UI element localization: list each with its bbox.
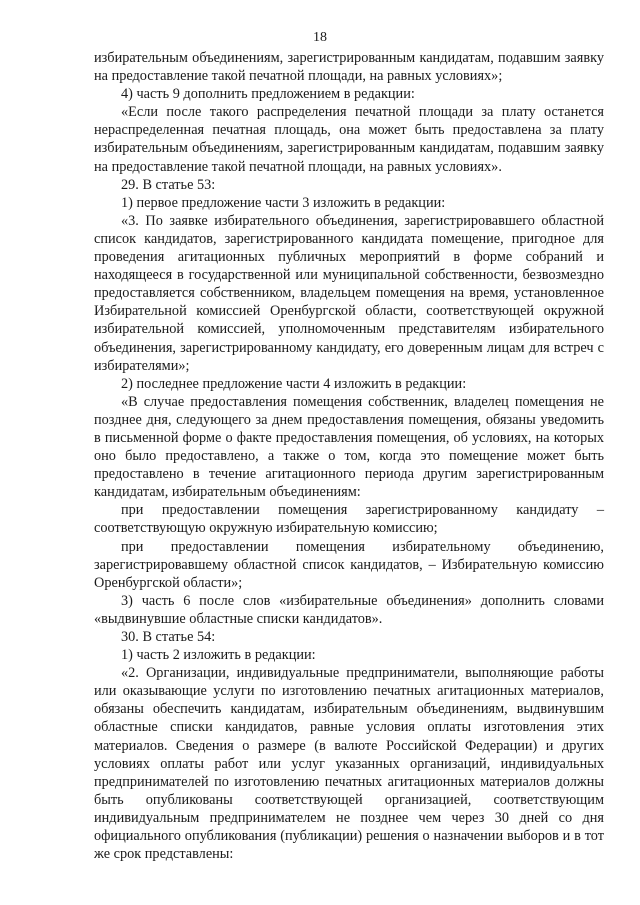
paragraph: 29. В статье 53: bbox=[121, 176, 216, 193]
paragraph: 2) последнее предложение части 4 изложить в редакции: bbox=[121, 375, 467, 392]
paragraph: 1) часть 2 изложить в редакции: bbox=[121, 647, 316, 664]
paragraph: «Если после такого распределения печатной площади за плату останется нераспределенная печатная площадь, она может быть предоставлена за плату избирательным объединениям, зарегистрированным кандидатам, подавшим заявку на предоставление такой печатной площади, на равных условиях». bbox=[94, 104, 604, 175]
paragraph: при предоставлении помещения избирательному объединению, зарегистрировавшему областной список кандидатов, – Избирательную комиссию Оренбургской области»; bbox=[94, 538, 604, 591]
paragraph: «2. Организации, индивидуальные предприниматели, выполняющие работы или оказывающие услуги по изготовлению печатных агитационных материалов, обязаны обеспечить кандидатам, избирательным объединениям, выдвинувшим областные списки кандидатов, равные условия оплаты изготовления этих материалов. Сведения о размере (в валюте Российской Федерации) и других условиях оплаты работ или услуг указанных организаций, индивидуальных предпринимателей по изготовлению печатных агитационных материалов должны быть опубликованы соответствующей организацией, соответствующим индивидуальным предпринимателем не позднее чем через 30 дней со дня официального опубликования (публикации) решения о назначении выборов и в тот же срок представлены: bbox=[94, 665, 604, 863]
document-body bbox=[94, 49, 604, 863]
paragraph: 3) часть 6 после слов «избирательные объединения» дополнить словами «выдвинувшие областные списки кандидатов». bbox=[94, 592, 604, 627]
paragraph: 30. В статье 54: bbox=[121, 629, 216, 645]
paragraph: «3. По заявке избирательного объединения, зарегистрировавшего областной список кандидатов, зарегистрированного кандидата помещение, пригодное для проведения агитационных публичных мероприятий в форме собраний и находящееся в государственной или муниципальной собственности, безвозмездно предоставляется собственником, владельцем помещения на время, установленное Избирательной комиссией Оренбургской области, соответствующей окружной избирательной комиссией, уполномоченным представителям избирательного объединения, зарегистрированному кандидату, его доверенным лицам для встреч с избирателями»; bbox=[94, 212, 604, 374]
paragraph: избирательным объединениям, зарегистрированным кандидатам, подавшим заявку на предоставление такой печатной площади, на равных условиях»; bbox=[94, 50, 604, 85]
paragraph: 1) первое предложение части 3 изложить в редакции: bbox=[121, 194, 446, 211]
page-number: 18 bbox=[313, 30, 327, 45]
paragraph: при предоставлении помещения зарегистрированному кандидату – соответствующую окружную избирательную комиссию; bbox=[94, 502, 604, 537]
paragraph: «В случае предоставления помещения собственник, владелец помещения не позднее дня, следующего за днем предоставления помещения, обязаны уведомить в письменной форме о факте предоставления помещения, об условиях, на которых оно было предоставлено, а также о том, когда это помещение может быть предоставлено в течение агитационного периода другим зарегистрированным кандидатам, избирательным объединениям: bbox=[94, 393, 604, 501]
paragraph: 4) часть 9 дополнить предложением в редакции: bbox=[121, 86, 415, 103]
